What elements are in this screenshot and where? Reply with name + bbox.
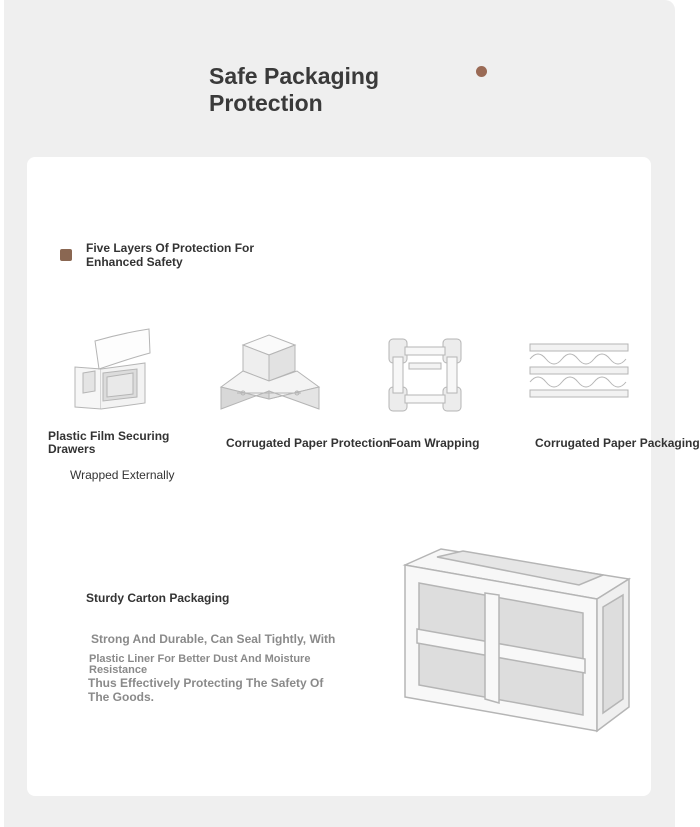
brand-logo-icon — [476, 66, 487, 77]
layer-sublabel-plastic-film: Wrapped Externally — [70, 468, 175, 482]
layer-label-foam-wrapping: Foam Wrapping — [389, 436, 480, 450]
carton-desc-line: Plastic Liner For Better Dust And Moisture — [89, 653, 311, 665]
carton-title: Sturdy Carton Packaging — [86, 591, 230, 605]
carton-desc-line: Strong And Durable, Can Seal Tightly, With — [91, 632, 336, 646]
page-title — [209, 63, 399, 117]
carton-desc-line: Resistance — [89, 664, 148, 676]
section-title: Five Layers Of Protection For Enhanced Safety — [86, 241, 255, 269]
section-marker-icon — [60, 249, 72, 261]
layer-label-plastic-film — [48, 430, 198, 456]
corrugated-layers-icon — [529, 343, 629, 399]
content-card — [27, 157, 700, 796]
corner-protector-icon — [221, 333, 319, 413]
carton-desc-line: Thus Effectively Protecting The Safety Of — [88, 676, 324, 690]
layer-label-corrugated-protection: Corrugated Paper Protection — [226, 436, 391, 450]
layer-label-corrugated-packaging: Corrugated Paper Packaging — [535, 436, 700, 450]
foam-frame-icon — [387, 337, 463, 413]
carton-box-icon — [403, 547, 631, 733]
page-title-text: Safe Packaging Protection — [209, 63, 380, 116]
layer-label-text: Plastic Film Securing Drawers — [48, 429, 170, 456]
carton-desc-line: The Goods. — [88, 690, 154, 704]
plastic-film-icon — [73, 329, 153, 411]
